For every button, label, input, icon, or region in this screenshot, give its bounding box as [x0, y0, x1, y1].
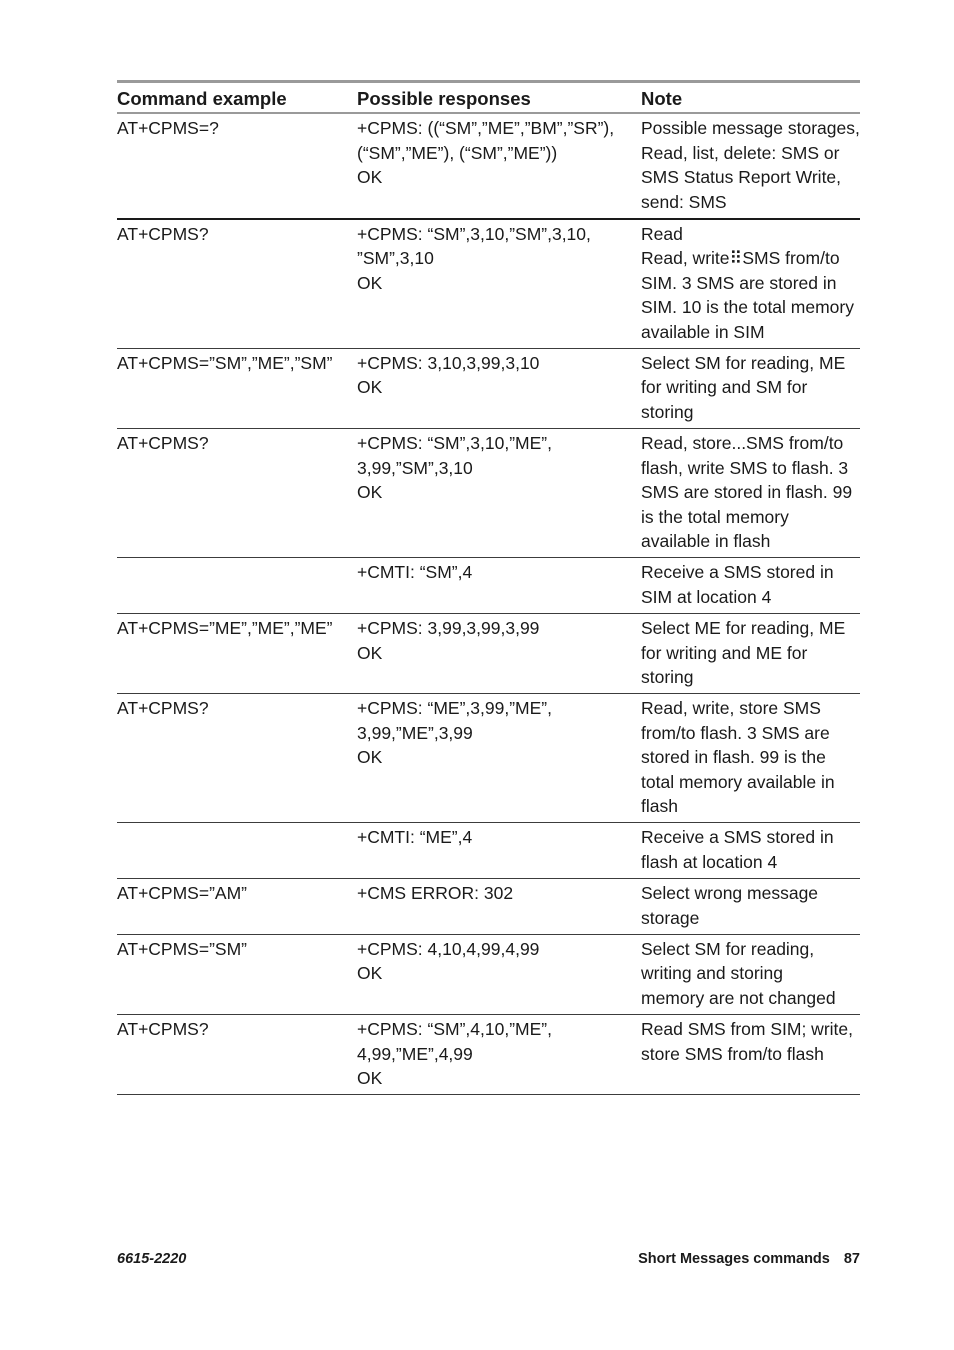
command-cell-line: AT+CPMS=”AM”	[117, 883, 247, 904]
note-cell-line: SIM. 10 is the total memory	[641, 297, 854, 318]
response-cell-line: +CPMS: “ME”,3,99,”ME”,	[357, 698, 552, 719]
note-cell-line: SIM. 3 SMS are stored in	[641, 272, 837, 293]
note-cell-line: for writing and ME for	[641, 642, 808, 663]
response-cell-line: +CMTI: “SM”,4	[357, 562, 473, 583]
response-cell-line: +CPMS: ((“SM”,”ME”,”BM”,”SR”),	[357, 118, 615, 139]
response-cell-line: +CPMS: “SM”,3,10,”ME”,	[357, 433, 552, 454]
note-cell-line: available in SIM	[641, 321, 765, 342]
command-cell-line: AT+CPMS?	[117, 698, 209, 719]
response-cell-line: OK	[357, 1068, 383, 1089]
note-cell	[641, 219, 860, 349]
response-cell	[357, 558, 641, 614]
note-cell	[641, 558, 860, 614]
response-cell-line: +CMTI: “ME”,4	[357, 827, 473, 848]
response-cell-line: +CPMS: “SM”,3,10,”SM”,3,10,	[357, 224, 591, 245]
note-cell-line: Possible message storages,	[641, 118, 860, 139]
note-cell-line: from/to flash. 3 SMS are	[641, 722, 830, 743]
table-row	[117, 614, 860, 694]
note-cell-line: store SMS from/to flash	[641, 1043, 824, 1064]
response-cell-line: ”SM”,3,10	[357, 248, 434, 269]
response-cell-line: +CMS ERROR: 302	[357, 883, 514, 904]
response-cell-line: OK	[357, 642, 383, 663]
note-cell-line: Read, list, delete: SMS or	[641, 142, 840, 163]
note-cell-line: Read	[641, 224, 683, 245]
note-cell-line: Select SM for reading,	[641, 939, 815, 959]
note-cell-line: memory are not changed	[641, 987, 836, 1008]
response-cell-line: 4,99,”ME”,4,99	[357, 1043, 473, 1064]
note-cell-line: Read, store...SMS from/to	[641, 433, 844, 454]
response-cell	[357, 1015, 641, 1095]
note-cell-line: Read, write⠿SMS from/to	[641, 248, 840, 269]
command-cell-line: AT+CPMS=”SM”,”ME”,”SM”	[117, 353, 333, 374]
command-cell	[117, 694, 357, 823]
note-cell	[641, 1015, 860, 1095]
response-cell	[357, 219, 641, 349]
doc-number: 6615-2220	[117, 1251, 187, 1267]
table-row	[117, 429, 860, 558]
response-cell-line: OK	[357, 272, 383, 293]
response-cell	[357, 879, 641, 935]
note-cell	[641, 823, 860, 879]
note-cell-line: stored in flash. 99 is the	[641, 747, 826, 768]
command-cell	[117, 935, 357, 1015]
note-cell-line: storing	[641, 401, 694, 422]
response-cell-line: OK	[357, 377, 383, 398]
note-cell-line: SIM at location 4	[641, 586, 772, 607]
response-cell-line: +CPMS: “SM”,4,10,”ME”,	[357, 1019, 552, 1040]
note-cell-line: send: SMS	[641, 191, 727, 212]
response-cell	[357, 113, 641, 219]
note-cell-line: total memory available in	[641, 771, 835, 792]
response-cell-line: 3,99,”ME”,3,99	[357, 722, 473, 743]
command-cell-line: AT+CPMS?	[117, 433, 209, 454]
response-cell-line: +CPMS: 4,10,4,99,4,99	[357, 939, 540, 959]
command-cell	[117, 219, 357, 349]
note-cell-line: Receive a SMS stored in	[641, 827, 834, 848]
table-row	[117, 694, 860, 823]
command-cell	[117, 879, 357, 935]
note-cell-line: Select ME for reading, ME	[641, 618, 846, 639]
note-cell	[641, 614, 860, 694]
table-row	[117, 879, 860, 935]
note-cell-line: Select wrong message	[641, 883, 819, 904]
command-cell	[117, 823, 357, 879]
table-row	[117, 219, 860, 349]
header-possible-responses: Possible responses	[357, 82, 641, 114]
note-cell-line: Read SMS from SIM; write,	[641, 1019, 853, 1040]
note-cell-line: Select SM for reading, ME	[641, 353, 846, 374]
note-cell-line: flash, write SMS to flash. 3	[641, 457, 849, 478]
commands-table	[117, 80, 860, 1095]
command-cell	[117, 1015, 357, 1095]
note-cell-line: writing and storing	[641, 963, 784, 984]
note-cell-line: is the total memory	[641, 506, 789, 527]
note-cell-line: Receive a SMS stored in	[641, 562, 834, 583]
table-row	[117, 349, 860, 429]
response-cell-line: OK	[357, 482, 383, 503]
note-cell-line: Read, write, store SMS	[641, 698, 821, 719]
command-cell-line: AT+CPMS?	[117, 224, 209, 245]
note-cell-line: SMS Status Report Write,	[641, 167, 842, 188]
response-cell	[357, 694, 641, 823]
response-cell	[357, 429, 641, 558]
section-title: Short Messages commands	[638, 1251, 830, 1267]
note-cell-line: available in flash	[641, 530, 771, 551]
response-cell	[357, 614, 641, 694]
note-cell	[641, 935, 860, 1015]
page-number: 87	[843, 1251, 860, 1267]
command-cell	[117, 349, 357, 429]
response-cell-line: +CPMS: 3,99,3,99,3,99	[357, 618, 540, 639]
table-row	[117, 558, 860, 614]
response-cell	[357, 823, 641, 879]
table-row	[117, 1015, 860, 1095]
table-row	[117, 935, 860, 1015]
response-cell-line: OK	[357, 167, 383, 188]
table-row	[117, 113, 860, 219]
note-cell-line: for writing and SM for	[641, 377, 808, 398]
note-cell	[641, 429, 860, 558]
command-cell	[117, 113, 357, 219]
header-note: Note	[641, 82, 860, 114]
note-cell-line: flash at location 4	[641, 851, 778, 872]
page-footer-right	[638, 1251, 860, 1267]
response-cell-line: OK	[357, 747, 383, 768]
table-body	[117, 113, 860, 1095]
command-cell	[117, 558, 357, 614]
header-command-example: Command example	[117, 82, 357, 114]
note-cell-line: flash	[641, 795, 678, 816]
response-cell-line: OK	[357, 963, 383, 984]
note-cell	[641, 349, 860, 429]
note-cell	[641, 694, 860, 823]
command-cell	[117, 429, 357, 558]
response-cell-line: (“SM”,”ME”), (“SM”,”ME”))	[357, 142, 558, 163]
note-cell	[641, 113, 860, 219]
response-cell-line: +CPMS: 3,10,3,99,3,10	[357, 353, 540, 374]
response-cell-line: 3,99,”SM”,3,10	[357, 457, 473, 478]
command-cell	[117, 614, 357, 694]
command-cell-line: AT+CPMS=?	[117, 118, 219, 139]
note-cell-line: storage	[641, 907, 700, 928]
command-cell-line: AT+CPMS?	[117, 1019, 209, 1040]
response-cell	[357, 349, 641, 429]
table-row	[117, 823, 860, 879]
note-cell-line: storing	[641, 666, 694, 687]
table-header-row	[117, 82, 860, 114]
response-cell	[357, 935, 641, 1015]
command-cell-line: AT+CPMS=”SM”	[117, 939, 247, 959]
note-cell	[641, 879, 860, 935]
command-cell-line: AT+CPMS=”ME”,”ME”,”ME”	[117, 618, 333, 639]
note-cell-line: SMS are stored in flash. 99	[641, 482, 853, 503]
